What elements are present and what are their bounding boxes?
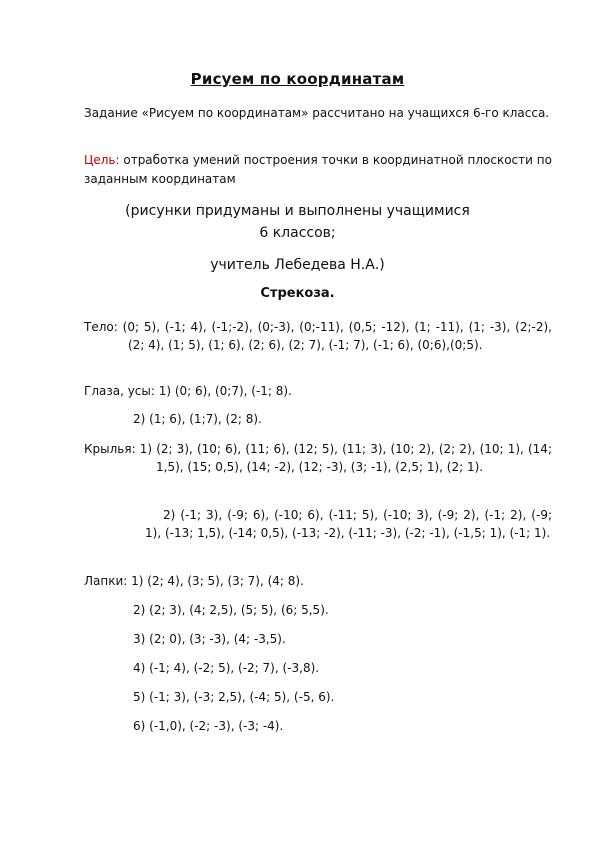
wings-item-2: 2) (-1; 3), (-9; 6), (-10; 6), (-11; 5), (-10; 3), (-9; 2), (-1; 2), (-9; 1), (-13; 1,5), (-14; 0,5), (-13; -2), (-11; -3), (-2; -1), (-1,5; 1), (-1; 1). bbox=[145, 508, 552, 540]
section-title: Стрекоза. bbox=[260, 286, 335, 301]
task-paragraph bbox=[84, 104, 552, 123]
legs-item-4: 4) (-1; 4), (-2; 5), (-2; 7), (-3,8). bbox=[133, 661, 320, 675]
goal-text: отработка умений построения точки в координатной плоскости по заданным координатам bbox=[84, 153, 552, 186]
legs-item-6: 6) (-1,0), (-2; -3), (-3; -4). bbox=[133, 719, 284, 733]
goal-paragraph bbox=[84, 151, 552, 189]
page-title: Рисуем по координатам bbox=[190, 70, 405, 88]
goal-label: Цель: bbox=[84, 153, 120, 167]
legs-item-2: 2) (2; 3), (4; 2,5), (5; 5), (6; 5,5). bbox=[133, 603, 329, 617]
legs-item-1: Лапки: 1) (2; 4), (3; 5), (3; 7), (4; 8). bbox=[84, 574, 304, 588]
credits-line-2: 6 классов; bbox=[259, 225, 336, 241]
body-coordinates: Тело: (0; 5), (-1; 4), (-1;-2), (0;-3), (0;-11), (0,5; -12), (1; -11), (1; -3), (2;-2), (2; 4), (1; 5), (1; 6), (2; 6), (2; 7), (-1; 7), (-1; 6), (0;6),(0;5). bbox=[84, 320, 552, 352]
task-text: Задание «Рисуем по координатам» рассчитано на учащихся 6-го класса. bbox=[84, 106, 550, 120]
credits-line-1: (рисунки придуманы и выполнены учащимися bbox=[125, 203, 470, 219]
eyes-line-2: 2) (1; 6), (1;7), (2; 8). bbox=[133, 412, 262, 426]
credits-line-3: учитель Лебедева Н.А.) bbox=[210, 257, 385, 273]
legs-item-3: 3) (2; 0), (3; -3), (4; -3,5). bbox=[133, 632, 286, 646]
legs-item-5: 5) (-1; 3), (-3; 2,5), (-4; 5), (-5, 6). bbox=[133, 690, 335, 704]
eyes-line-1: Глаза, усы: 1) (0; 6), (0;7), (-1; 8). bbox=[84, 384, 292, 398]
wings-item-1: Крылья: 1) (2; 3), (10; 6), (11; 6), (12; 5), (11; 3), (10; 2), (2; 2), (10; 1), (14; 1,5), (15; 0,5), (14; -2), (12; -3), (3; -1), (2,5; 1), (2; 1). bbox=[84, 442, 552, 474]
